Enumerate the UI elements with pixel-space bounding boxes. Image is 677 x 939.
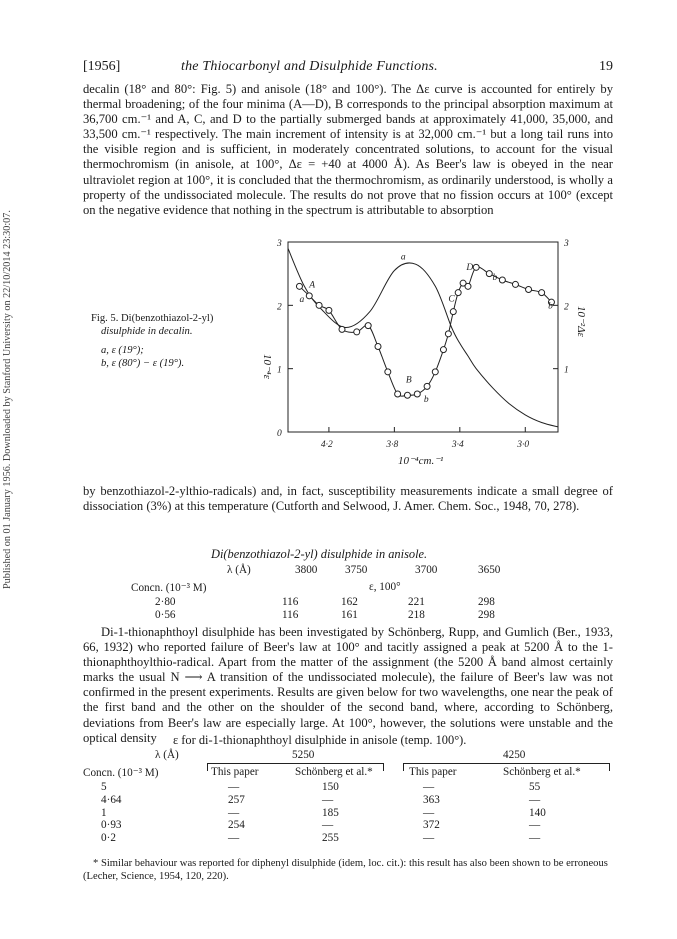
annotation-label: D (466, 262, 474, 273)
series-b-point (486, 271, 492, 277)
series-b-point (296, 283, 302, 289)
table-2-lambda-1: 5250 (292, 749, 315, 761)
series-b-point (414, 391, 420, 397)
series-b-point (339, 326, 345, 332)
series-b-point (473, 264, 479, 270)
table-1-row-1-v4: 298 (478, 596, 495, 608)
table-2-row-5-v2: 255 (322, 832, 339, 845)
table-1-lambda-label: λ (Å) (227, 564, 251, 576)
table-1-row-2-v4: 298 (478, 609, 495, 621)
series-b-point (432, 369, 438, 375)
annotation-label: a (299, 295, 305, 306)
table-1-row-2-v1: 116 (282, 609, 299, 621)
y-axis-label-left: 10⁻⁴ε (261, 354, 273, 379)
paragraph-2 (83, 484, 613, 514)
table-2-row-5-v4: — (529, 832, 541, 845)
table-1-row-1-v3: 221 (408, 596, 425, 608)
annotation-label: A (309, 280, 316, 291)
table-2-row-3-v2: 185 (322, 806, 339, 819)
table-2-row-2-v2: — (322, 793, 334, 806)
y-tick-label-right: 1 (564, 365, 569, 376)
table-1-lambda-2: 3750 (345, 564, 368, 576)
series-b-point (539, 290, 545, 296)
header-year: [1956] (83, 59, 121, 74)
annotation-label: a (400, 252, 406, 263)
table-2-row-1-v2: 150 (322, 781, 339, 793)
table-2-row-2-v1: 257 (228, 793, 245, 806)
y-tick-label-left: 0 (277, 429, 282, 439)
annotation-label: b (548, 301, 553, 312)
series-b-point (445, 331, 451, 337)
table-2-header-1: This paper (211, 766, 259, 778)
table-2-row-3-v3: — (423, 806, 435, 819)
table-2-row-4-v3: 372 (423, 819, 440, 832)
series-b-point (306, 293, 312, 299)
footnote-text: * Similar behaviour was reported for diphenyl disulphide (idem, loc. cit.): this result has also been shown to be erroneous (Lecher, Science, 1954, 120, 220). (83, 858, 608, 882)
x-tick-label: 4·2 (320, 440, 333, 450)
table-1-row-2-v2: 161 (341, 609, 358, 621)
table-1-lambda-4: 3650 (478, 564, 501, 576)
series-b-point (499, 277, 505, 283)
annotation-label: b (423, 395, 429, 406)
table-2-row-2-v4: — (529, 793, 541, 806)
table-2-row-5-v1: — (228, 832, 240, 845)
table-2-lambda-2: 4250 (503, 749, 526, 761)
caption-line-1: Fig. 5. Di(benzothiazol-2-yl) (91, 313, 214, 324)
y-tick-label-left: 2 (277, 302, 282, 313)
table-2-row-3-v1: — (228, 806, 240, 819)
table-2-title-text: ε for di-1-thionaphthoyl disulphide in anisole (temp. 100°). (173, 733, 467, 747)
table-2-row-5-v3: — (423, 832, 435, 845)
table-2-row-2-v3: 363 (423, 793, 440, 806)
table-1-title: Di(benzothiazol-2-yl) disulphide in anisole. (211, 547, 428, 561)
table-2-row-4-v1: 254 (228, 819, 245, 832)
paragraph-2-text: by benzothiazol-2-ylthio-radicals) and, in fact, susceptibility measurements indicate a small degree of dissociation (3%) at this temperature (Cutforth and Selwood, J. Amer. Chem. Soc., 1948, 70, 278). (83, 484, 613, 514)
annotation-label: B (405, 375, 412, 386)
table-2-row-4-v4: — (529, 819, 541, 832)
series-b-point (385, 369, 391, 375)
table-2-title (173, 733, 466, 748)
paragraph-1-text: decalin (18° and 80°: Fig. 5) and anisole (18° and 100°). The Δε curve is accounted for entirely by thermal broadening; of the four minima (A—D), B corresponds to the principal absorption maximum at 36,700 cm.⁻¹ and A, C, and D to the partially submerged bands at approximately 41,000, 35,000, and 33,500 cm.⁻¹ respectively. The main increment of intensity is at 32,000 cm.⁻¹ but a long tail runs into the visible region and is sufficient, in moderately concentrated solutions, to account for the visual thermochromism (in anisole, at 100°, Δε = +40 at 4000 Å). As Beer's law is obeyed in the near ultraviolet region at 100°, it is concluded that the thermochromism, as ordinarily understood, is wholly a property of the undissociated molecule. The results do not prove that no fission occurs at 100° (except on the negative evidence that nothing in the spectrum is attributable to absorption (83, 82, 613, 217)
spectrum-chart (258, 236, 598, 466)
download-watermark: Published on 01 January 1956. Downloaded by Stanford University on 22/10/2014 23:30:07. (2, 210, 13, 590)
series-b-points (296, 264, 554, 398)
series-b-point (316, 302, 322, 308)
series-b-point (424, 383, 430, 389)
paragraph-3-text: Di-1-thionaphthoyl disulphide has been investigated by Schönberg, Rupp, and Gumlich (Ber., 1933, 66, 1932) who reported failure of Beer's law at 100° and tacitly assigned a peak at 5200 Å to the 1-thionaphthoylthio-radical. Apart from the matter of the assignment (the 5200 Å band almost certainly marks the usual N ⟶ A transition of the undissociated molecule), the failure of Beer's law was not confirmed in the present experiments. Results are given below for two wavelengths, one near the peak of the first band and the other on the shoulder of the second band, where, according to Schönberg, deviations from Beer's law are especially large. At 100°, however, the solutions were unstable and the optical density (83, 625, 613, 745)
y-tick-label-left: 1 (277, 365, 282, 376)
y-axis-label-right: 10⁻²Δε (575, 306, 587, 337)
table-1-conc-label: Concn. (10⁻³ M) (131, 582, 207, 594)
figure-caption (91, 313, 251, 370)
x-tick-label: 3·8 (386, 440, 399, 450)
table-2-row-3-v4: 140 (529, 806, 546, 819)
y-tick-label-left: 3 (277, 239, 282, 249)
table-2-row-2-conc: 4·64 (101, 793, 122, 806)
table-1-eps-label: ε, 100° (369, 581, 401, 593)
annotation-label: b (492, 273, 498, 283)
caption-line-4: b, ε (80°) − ε (19°). (101, 357, 185, 369)
series-b-point (375, 344, 381, 350)
caption-line-2: disulphide in decalin. (101, 325, 193, 337)
series-b-point (455, 290, 461, 296)
footnote (83, 858, 613, 884)
table-2-row-1-conc: 5 (101, 781, 107, 793)
series-b-point (354, 329, 360, 335)
y-tick-label-right: 3 (564, 239, 569, 249)
table-1-row-1-v2: 162 (341, 596, 358, 608)
table-1-lambda-3: 3700 (415, 564, 438, 576)
table-2-header-3: This paper (409, 766, 457, 778)
series-b-point (512, 281, 518, 287)
table-2-row-4-v2: — (322, 819, 334, 832)
x-tick-label: 3·4 (451, 440, 464, 450)
table-2-row-1-v3: — (423, 781, 435, 793)
series-b-point (440, 347, 446, 353)
annotation-label: C (448, 294, 455, 305)
series-b-point (404, 392, 410, 398)
table-2-row-5-conc: 0·2 (101, 832, 116, 845)
running-header (83, 59, 613, 79)
table-1-lambda-1: 3800 (295, 564, 318, 576)
paragraph-1 (83, 82, 613, 218)
page-number: 19 (599, 59, 613, 74)
table-2-conc-label: Concn. (10⁻³ M) (83, 767, 159, 779)
axis-tick-labels (276, 239, 569, 450)
table-2-header-4: Schönberg et al.* (503, 766, 581, 778)
series-b-point (326, 307, 332, 313)
series-b-point (465, 283, 471, 289)
series-b-point (365, 323, 371, 329)
table-2-lambda-label: λ (Å) (155, 749, 179, 761)
table-2-row-1-v4: 55 (529, 781, 541, 793)
caption-line-3: a, ε (19°); (101, 345, 144, 356)
table-1-row-1-conc: 2·80 (155, 596, 176, 608)
header-title: the Thiocarbonyl and Disulphide Functions. (181, 59, 438, 74)
series-b-point (526, 287, 532, 293)
x-tick-label: 3·0 (517, 440, 530, 450)
series-b-point (450, 309, 456, 315)
table-2-row-4-conc: 0·93 (101, 819, 122, 832)
table-2-row-3-conc: 1 (101, 806, 107, 819)
table-2-header-2: Schönberg et al.* (295, 766, 373, 778)
y-tick-label-right: 2 (564, 302, 569, 313)
chart-annotations (299, 253, 553, 406)
table-2-row-1-v1: — (228, 781, 240, 793)
x-axis-label: 10⁻⁴cm.⁻¹ (398, 455, 444, 466)
paragraph-3 (83, 625, 613, 746)
table-1-row-1-v1: 116 (282, 596, 299, 608)
series-b-point (395, 391, 401, 397)
table-1-row-2-conc: 0·56 (155, 609, 176, 621)
table-1-row-2-v3: 218 (408, 609, 425, 621)
